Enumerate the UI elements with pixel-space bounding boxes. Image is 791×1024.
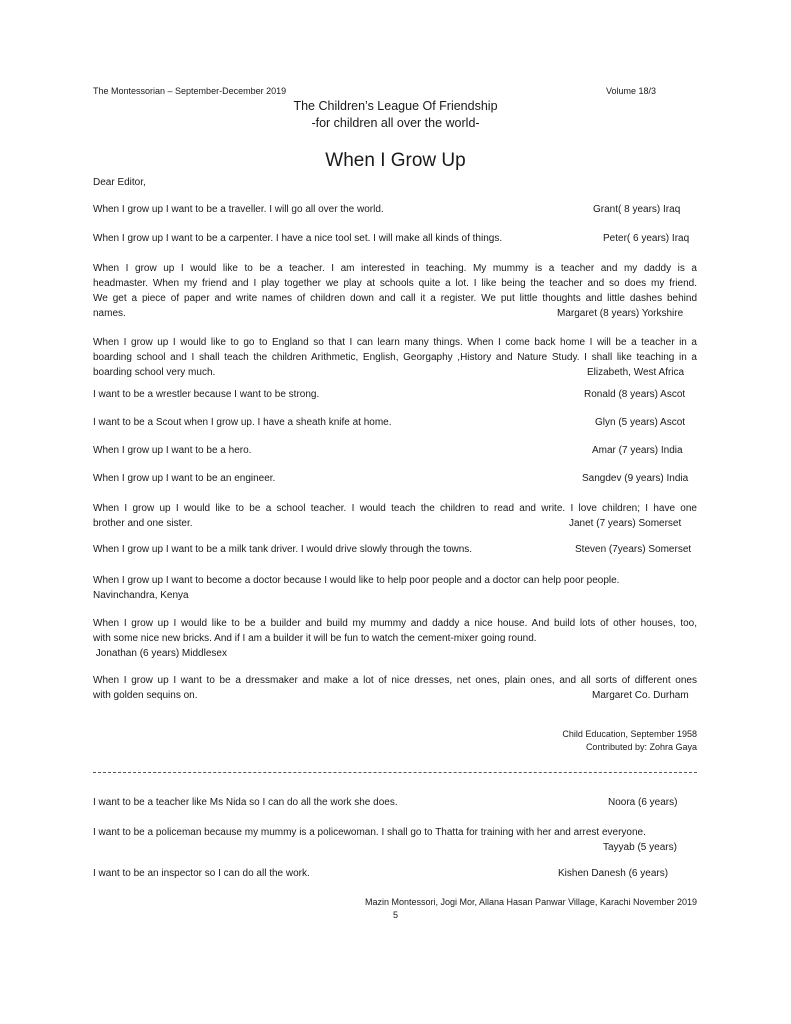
entry-last-line: [93, 365, 697, 380]
entry-author: Sangdev (9 years) India: [582, 473, 689, 484]
entry-line: When I grow up I would like to be a school teacher. I would teach the children to read and write. I love children; I have one: [93, 503, 697, 514]
entry-text: I want to be a policeman because my mummy is a policewoman. I shall go to Thatta for training with her and arrest everyone.: [93, 827, 646, 838]
entry-text: When I grow up I want to be a carpenter. I have a nice tool set. I will make all kinds of things.: [93, 233, 503, 244]
entry-author: Tayyab (5 years): [603, 842, 677, 853]
section-divider: [93, 772, 697, 773]
entry-author: Margaret Co. Durham: [592, 690, 689, 701]
entry-author: Navinchandra, Kenya: [93, 590, 189, 601]
entry-line: boarding school very much.: [93, 367, 216, 378]
entry-line: with golden sequins on.: [93, 690, 198, 701]
entry-last-line: [93, 688, 697, 703]
page-number: 5: [393, 910, 399, 920]
entry-author: Janet (7 years) Somerset: [569, 518, 682, 529]
entry-author: Amar (7 years) India: [592, 445, 683, 456]
entry-text: When I grow up I want to be a traveller. I will go all over the world.: [93, 204, 384, 215]
entry-text: When I grow up I want to be a hero.: [93, 445, 252, 456]
entry-author: Ronald (8 years) Ascot: [584, 389, 686, 400]
entry-last-line: [93, 306, 697, 321]
entry-text: I want to be a wrestler because I want to be strong.: [93, 389, 320, 400]
salutation: Dear Editor,: [93, 177, 146, 188]
league-title: The Children’s League Of Friendship: [293, 99, 498, 113]
volume-number: Volume 18/3: [606, 86, 657, 96]
entry-peter: [93, 233, 697, 248]
entry-author: Kishen Danesh (6 years): [558, 868, 669, 879]
entry-line: headmaster. When my friend and I play together we play at schools quite a lot. I like being the teacher and so does my friend.: [93, 278, 697, 289]
entry-steven: [93, 544, 697, 559]
entry-text: I want to be an inspector so I can do all the work.: [93, 868, 310, 879]
article-title: When I Grow Up: [325, 150, 466, 171]
entry-text: I want to be a Scout when I grow up. I have a sheath knife at home.: [93, 417, 392, 428]
entry-author: Steven (7years) Somerset: [575, 544, 692, 555]
entry-line: names.: [93, 308, 126, 319]
journal-title: The Montessorian – September-December 2019: [93, 86, 287, 96]
entry-author: Elizabeth, West Africa: [587, 367, 685, 378]
credit-source: Child Education, September 1958: [562, 729, 697, 739]
entry-navinchandra: [93, 573, 697, 603]
entry-text: I want to be a teacher like Ms Nida so I can do all the work she does.: [93, 797, 398, 808]
entry-margaret-durham: [93, 673, 697, 703]
league-subtitle: -for children all over the world-: [311, 116, 480, 130]
credit-contributor: Contributed by: Zohra Gaya: [585, 742, 697, 752]
entry-line: brother and one sister.: [93, 518, 193, 529]
entry-glyn: [93, 417, 697, 432]
entry-kishen: [93, 868, 697, 883]
entry-line: We get a piece of paper and write names of children down and call it a register. We put little thoughts and little dashes behind: [93, 293, 697, 304]
entry-sangdev: [93, 473, 697, 488]
entry-jonathan: [93, 616, 697, 661]
entry-last-line: [93, 516, 697, 531]
entry-tayyab: [93, 825, 697, 855]
school-credit: Mazin Montessori, Jogi Mor, Allana Hasan Panwar Village, Karachi November 2019: [364, 897, 697, 907]
entry-grant: [93, 204, 697, 219]
entry-author: Grant( 8 years) Iraq: [593, 204, 681, 215]
entry-line: When I grow up I would like to go to England so that I can learn many things. When I come back home I will be a teacher in a: [93, 337, 697, 348]
entry-author: Margaret (8 years) Yorkshire: [557, 308, 684, 319]
entry-janet: [93, 501, 697, 531]
entry-amar: [93, 445, 697, 460]
entry-elizabeth: [93, 335, 697, 380]
entry-margaret-yorkshire: [93, 261, 697, 321]
entry-author: Noora (6 years): [608, 797, 678, 808]
entry-author: Jonathan (6 years) Middlesex: [93, 648, 227, 659]
entry-text: When I grow up I want to be a milk tank driver. I would drive slowly through the towns.: [93, 544, 473, 555]
entry-line: When I grow up I want to become a doctor because I would like to help poor people and a doctor can help poor people.: [93, 575, 620, 586]
entry-author: Peter( 6 years) Iraq: [603, 233, 690, 244]
entry-author: Glyn (5 years) Ascot: [595, 417, 686, 428]
entry-author-line: [93, 840, 697, 855]
entry-line: boarding school and I shall teach the children Arithmetic, English, Georgaphy ,History and Nature Study. I shall like teaching in a: [93, 352, 697, 363]
entry-line: When I grow up I would like to be a teacher. I am interested in teaching. My mummy is a teacher and my daddy is a: [93, 263, 697, 274]
entry-line: When I grow up I want to be a dressmaker and make a lot of nice dresses, net ones, plain ones, and all sorts of different ones: [93, 675, 697, 686]
entry-noora: [93, 797, 697, 812]
entry-ronald: [93, 389, 697, 404]
entry-line: with some nice new bricks. And if I am a builder it will be fun to watch the cement-mixer going round.: [93, 633, 537, 644]
entry-text: When I grow up I want to be an engineer.: [93, 473, 276, 484]
entry-line: When I grow up I would like to be a builder and build my mummy and daddy a nice house. And build lots of other houses, too,: [93, 618, 697, 629]
